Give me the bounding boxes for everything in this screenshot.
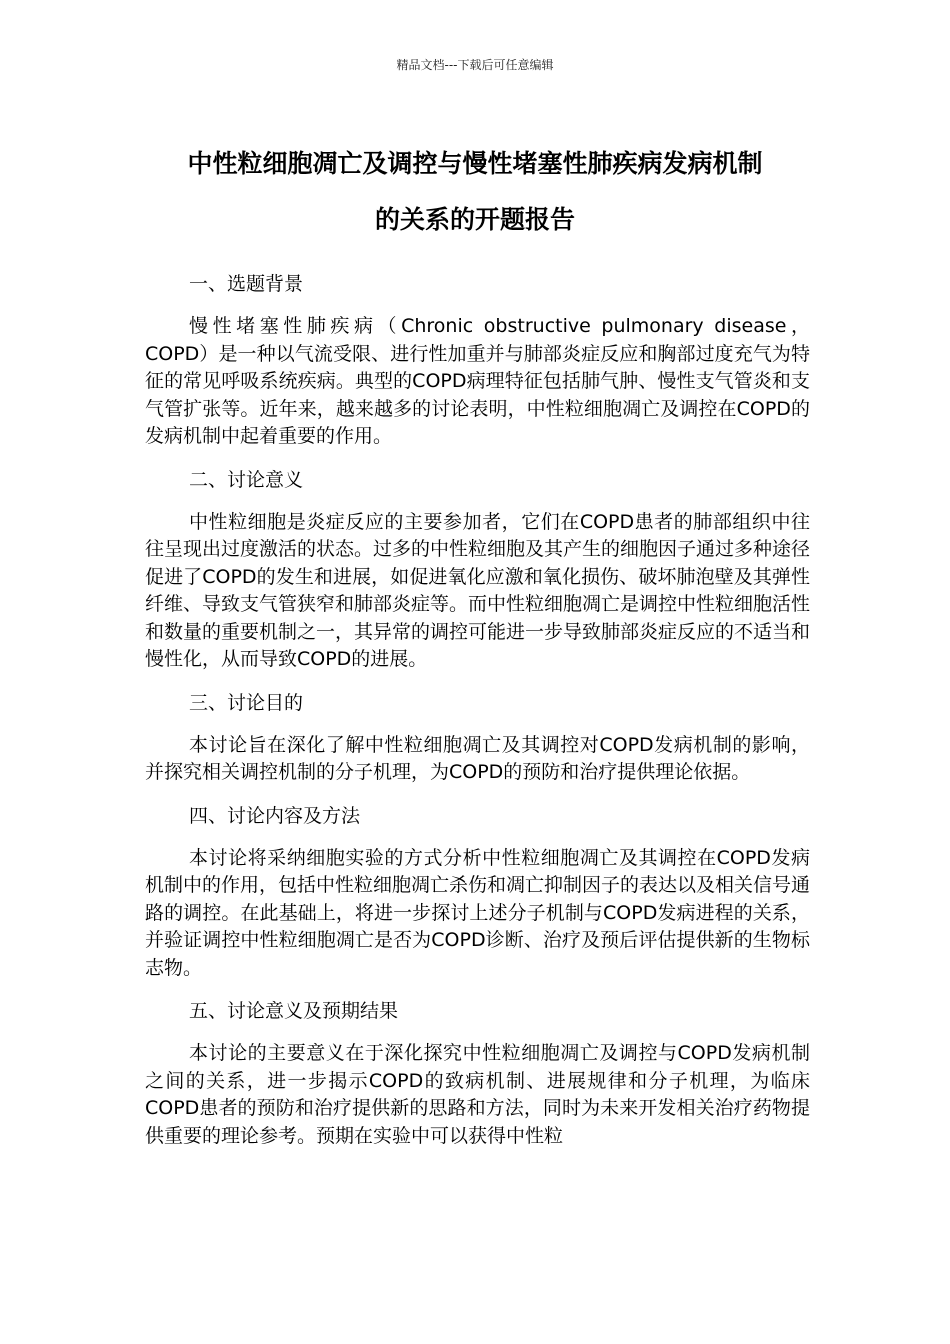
section-paragraph: 慢性堵塞性肺疾病（Chronic obstructive pulmonary disease，COPD）是一种以气流受限、进行性加重并与肺部炎症反应和胸部过度充气为特征的常见呼吸系统疾病。典型的COPD病理特征包括肺气肿、慢性支气管炎和支气管扩张等。近年来，越来越多的讨论表明，中性粒细胞凋亡及调控在COPD的发病机制中起着重要的作用。 [145,315,810,447]
title-line-1: 中性粒细胞凋亡及调控与慢性堵塞性肺疾病发病机制 [187,149,763,178]
section-content-methods [145,800,810,983]
section-expected-results [145,995,810,1150]
section-purpose [145,687,810,787]
section-heading: 三、讨论目的 [189,691,304,714]
document-body [145,268,810,1163]
section-paragraph: 本讨论旨在深化了解中性粒细胞凋亡及其调控对COPD发病机制的影响，并探究相关调控机制的分子机理，为COPD的预防和治疗提供理论依据。 [145,733,810,783]
section-paragraph: 本讨论的主要意义在于深化探究中性粒细胞凋亡及调控与COPD发病机制之间的关系，进一步揭示COPD的致病机制、进展规律和分子机理，为临床COPD患者的预防和治疗提供新的思路和方法，同时为未来开发相关治疗药物提供重要的理论参考。预期在实验中可以获得中性粒 [145,1042,810,1147]
section-paragraph: 本讨论将采纳细胞实验的方式分析中性粒细胞凋亡及其调控在COPD发病机制中的作用，包括中性粒细胞凋亡杀伤和凋亡抑制因子的表达以及相关信号通路的调控。在此基础上，将进一步探讨上述分子机制与COPD发病进程的关系，并验证调控中性粒细胞凋亡是否为COPD诊断、治疗及预后评估提供新的生物标志物。 [145,846,811,979]
section-heading: 二、讨论意义 [189,468,304,491]
section-heading: 四、讨论内容及方法 [189,804,361,827]
section-heading: 五、讨论意义及预期结果 [189,1000,399,1022]
document-title [120,136,830,248]
section-paragraph: 中性粒细胞是炎症反应的主要参加者，它们在COPD患者的肺部组织中往往呈现出过度激活的状态。过多的中性粒细胞及其产生的细胞因子通过多种途径促进了COPD的发生和进展，如促进氧化应激和氧化损伤、破坏肺泡壁及其弹性纤维、导致支气管狭窄和肺部炎症等。而中性粒细胞凋亡是调控中性粒细胞活性和数量的重要机制之一，其异常的调控可能进一步导致肺部炎症反应的不适当和慢性化，从而导致COPD的进展。 [145,510,811,670]
title-line-2: 的关系的开题报告 [374,205,575,234]
section-background [145,268,810,451]
header-note: 精品文档---下载后可任意编辑 [396,58,554,72]
section-heading: 一、选题背景 [189,273,304,295]
section-significance [145,464,810,674]
